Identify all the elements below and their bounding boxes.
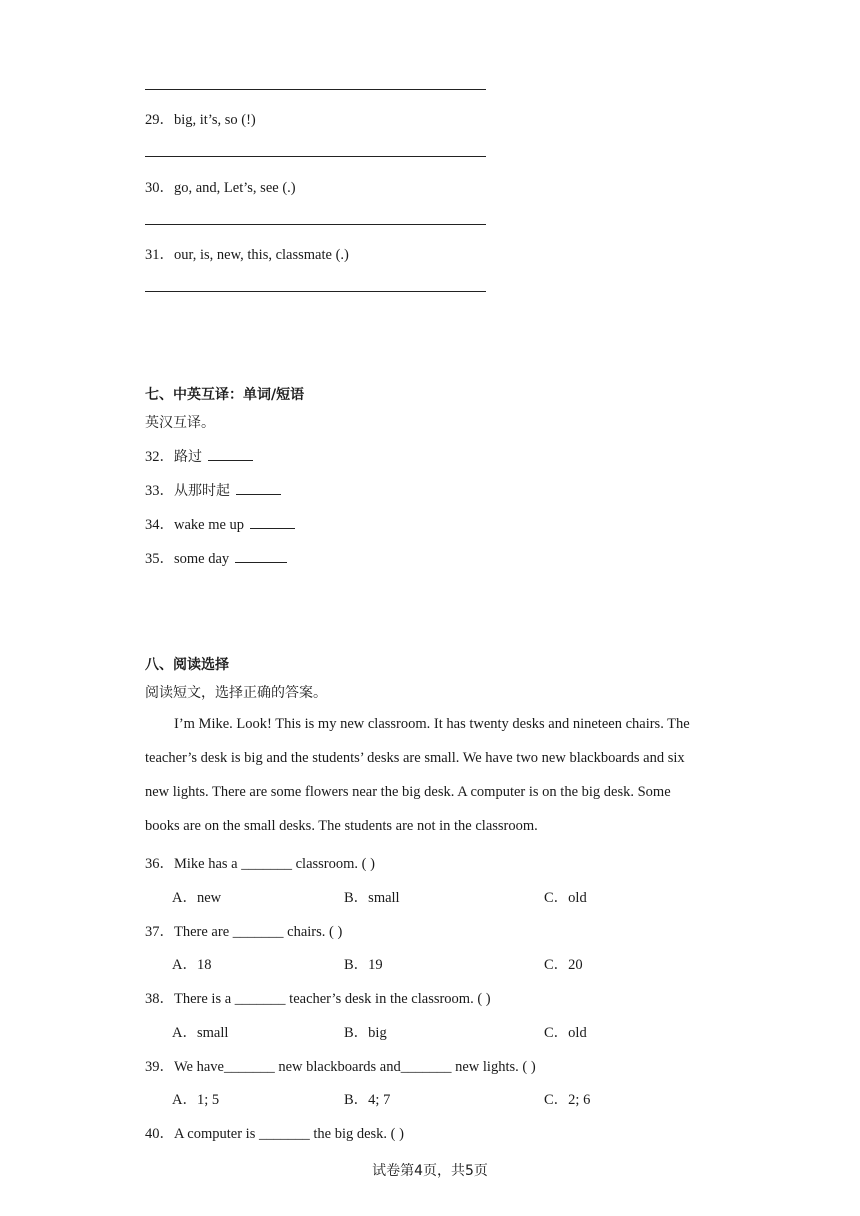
option-a[interactable]: A．18 bbox=[172, 957, 212, 973]
question-number: 32． bbox=[145, 449, 174, 465]
question-text: wake me up bbox=[174, 517, 245, 533]
question-text: There are _______ chairs. ( ) bbox=[174, 924, 343, 940]
question-number: 30． bbox=[145, 180, 174, 196]
question-text: 从那时起 bbox=[174, 483, 230, 499]
section-8-title: 八、阅读选择 bbox=[145, 657, 229, 673]
question-number: 40． bbox=[145, 1126, 174, 1142]
question-29 bbox=[145, 108, 256, 129]
question-text: some day bbox=[174, 551, 230, 567]
option-c[interactable]: C．old bbox=[544, 1025, 587, 1041]
question-text: Mike has a _______ classroom. ( ) bbox=[174, 856, 375, 872]
question-text: We have_______ new blackboards and_______ new lights. ( ) bbox=[174, 1059, 536, 1075]
option-b[interactable]: B．big bbox=[344, 1025, 387, 1041]
option-c[interactable]: C．old bbox=[544, 890, 587, 906]
passage-line: teacher’s desk is big and the students’ desks are small. We have two new blackboards and six bbox=[145, 750, 685, 766]
question-number: 35． bbox=[145, 551, 174, 567]
question-text: go, and, Let’s, see (.) bbox=[174, 180, 296, 196]
question-37 bbox=[145, 920, 342, 941]
answer-blank[interactable] bbox=[235, 548, 287, 563]
section-7-title: 七、中英互译：单词/短语 bbox=[145, 387, 305, 403]
page-footer: 试卷第4页，共5页 bbox=[372, 1163, 488, 1179]
option-b[interactable]: B．4; 7 bbox=[344, 1092, 391, 1108]
question-number: 38． bbox=[145, 991, 174, 1007]
question-number: 34． bbox=[145, 517, 174, 533]
question-39 bbox=[145, 1055, 536, 1076]
question-text: big, it’s, so (!) bbox=[174, 112, 256, 128]
question-text: our, is, new, this, classmate (.) bbox=[174, 247, 349, 263]
question-text: A computer is _______ the big desk. ( ) bbox=[174, 1126, 404, 1142]
section-7-instruction: 英汉互译。 bbox=[145, 415, 215, 431]
answer-blank[interactable] bbox=[208, 446, 253, 461]
question-34 bbox=[145, 513, 295, 534]
question-number: 37． bbox=[145, 924, 174, 940]
question-text: There is a _______ teacher’s desk in the classroom. ( ) bbox=[174, 991, 491, 1007]
passage-line: I’m Mike. Look! This is my new classroom. It has twenty desks and nineteen chairs. The bbox=[174, 716, 690, 732]
question-number: 39． bbox=[145, 1059, 174, 1075]
question-40 bbox=[145, 1122, 404, 1143]
question-38 bbox=[145, 987, 491, 1008]
question-number: 33． bbox=[145, 483, 174, 499]
option-b[interactable]: B．small bbox=[344, 890, 400, 906]
question-35 bbox=[145, 547, 287, 568]
answer-line[interactable] bbox=[145, 224, 486, 225]
option-a[interactable]: A．new bbox=[172, 890, 222, 906]
question-31 bbox=[145, 243, 349, 264]
passage-line: new lights. There are some flowers near the big desk. A computer is on the big desk. Some bbox=[145, 784, 671, 800]
answer-line[interactable] bbox=[145, 291, 486, 292]
option-a[interactable]: A．small bbox=[172, 1025, 229, 1041]
option-a[interactable]: A．1; 5 bbox=[172, 1092, 220, 1108]
question-text: 路过 bbox=[174, 449, 202, 465]
option-c[interactable]: C．20 bbox=[544, 957, 583, 973]
answer-line[interactable] bbox=[145, 89, 486, 90]
question-30 bbox=[145, 176, 296, 197]
option-c[interactable]: C．2; 6 bbox=[544, 1092, 591, 1108]
question-32 bbox=[145, 445, 253, 466]
passage-line: books are on the small desks. The students are not in the classroom. bbox=[145, 818, 538, 834]
section-8-instruction: 阅读短文，选择正确的答案。 bbox=[145, 685, 327, 701]
option-b[interactable]: B．19 bbox=[344, 957, 383, 973]
answer-line[interactable] bbox=[145, 156, 486, 157]
answer-blank[interactable] bbox=[236, 480, 281, 495]
answer-blank[interactable] bbox=[250, 514, 295, 529]
question-33 bbox=[145, 479, 281, 500]
question-number: 36． bbox=[145, 856, 174, 872]
question-36 bbox=[145, 852, 375, 873]
question-number: 31． bbox=[145, 247, 174, 263]
question-number: 29． bbox=[145, 112, 174, 128]
